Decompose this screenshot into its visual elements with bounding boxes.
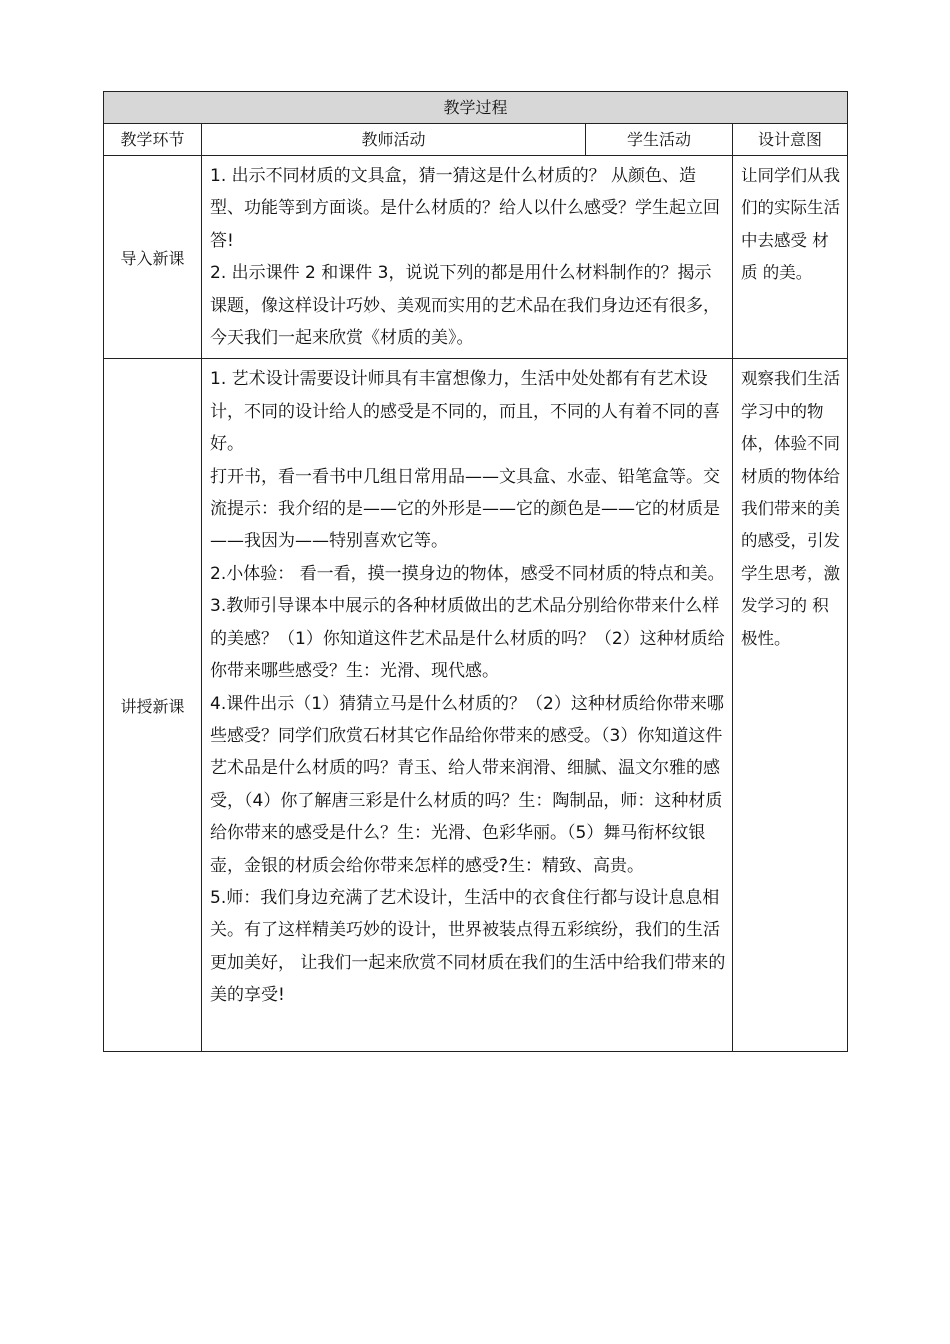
table-row <box>104 156 848 359</box>
lesson-paragraph-2: 打开书，看一看书中几组日常用品——文具盒、水壶、铅笔盒等。交流提示：我介绍的是——它的外形是——它的颜色是——它的材质是——我因为——特别喜欢它等。 <box>210 466 720 552</box>
section-new-lesson: 讲授新课 <box>104 359 202 1052</box>
table-title: 教学过程 <box>104 92 848 124</box>
lesson-process-table-container <box>103 91 847 1052</box>
design-intent-new-lesson: 观察我们生活学习中的物体，体验不同材质的物体给我们带来的美的感受，引发学生思考，激发学习的 积极性。 <box>733 359 848 1052</box>
teacher-activity-new-lesson <box>202 359 733 1052</box>
lesson-paragraph-1: 1. 艺术设计需要设计师具有丰富想像力，生活中处处都有有艺术设计，不同的设计给人的感受是不同的，而且，不同的人有着不同的喜好。 <box>210 369 720 455</box>
lesson-paragraph-6: 5.师：我们身边充满了艺术设计，生活中的衣食住行都与设计息息相关。有了这样精美巧妙的设计，世界被装点得五彩缤纷，我们的生活更加美好， 让我们一起来欣赏不同材质在我们的生活中给我们带来的美的享受! <box>210 887 726 1006</box>
header-teaching-stage: 教学环节 <box>104 124 202 156</box>
intro-paragraph-2: 2. 出示课件 2 和课件 3，说说下列的都是用什么材料制作的？揭示课题，像这样设计巧妙、美观而实用的艺术品在我们身边还有很多，今天我们一起来欣赏《材质的美》。 <box>210 263 720 349</box>
lesson-paragraph-4: 3.教师引导课本中展示的各种材质做出的艺术品分别给你带来什么样的美感？（1）你知道这件艺术品是什么材质的吗？（2）这种材质给你带来哪些感受？生：光滑、现代感。 <box>210 596 725 682</box>
section-intro: 导入新课 <box>104 156 202 359</box>
header-teacher-activity: 教师活动 <box>202 124 586 156</box>
lesson-paragraph-5: 4.课件出示（1）猜猜立马是什么材质的？（2）这种材质给你带来哪些感受？同学们欣赏石材其它作品给你带来的感受。（3）你知道这件艺术品是什么材质的吗？青玉、给人带来润滑、细腻、温文尔雅的感受，（4）你了解唐三彩是什么材质的吗？生：陶制品，师：这种材质给你带来的感受是什么？生：光滑、色彩华丽。（5）舞马衔杯纹银壶，金银的材质会给你带来怎样的感受?生：精致、高贵。 <box>210 693 724 876</box>
lesson-paragraph-3: 2.小体验： 看一看，摸一摸身边的物体，感受不同材质的特点和美。 <box>210 563 725 584</box>
header-student-activity: 学生活动 <box>586 124 733 156</box>
teacher-activity-intro <box>202 156 733 359</box>
lesson-process-table <box>103 91 848 1052</box>
intro-paragraph-1: 1. 出示不同材质的文具盒，猜一猜这是什么材质的？ 从颜色、造型、功能等到方面谈。是什么材质的？给人以什么感受？学生起立回答! <box>210 166 720 251</box>
design-intent-intro: 让同学们从我们的实际生活中去感受 材 质 的美。 <box>733 156 848 359</box>
header-design-intent: 设计意图 <box>733 124 848 156</box>
table-row <box>104 359 848 1052</box>
